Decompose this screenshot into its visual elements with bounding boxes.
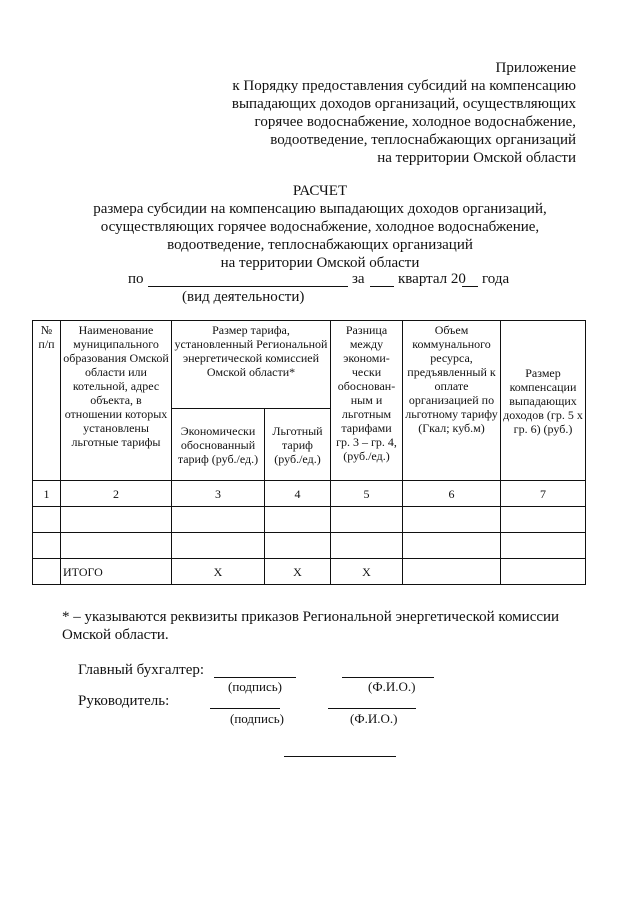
title-block [40,182,600,272]
title-line: размера субсидии на компенсацию выпадающих доходов организаций, [93,201,547,217]
activity-caption: (вид деятельности) [182,289,305,305]
table-cell[interactable] [265,507,331,533]
table-cell[interactable] [501,507,586,533]
footnote-line: * – указываются реквизиты приказов Региональной энергетической комиссии [62,609,560,625]
appendix-line: горячее водоснабжение, холодное водоснабжение, [254,114,576,130]
table-cell[interactable] [403,559,501,585]
table-cell[interactable] [501,559,586,585]
appendix-line: на территории Омской области [377,150,576,166]
total-row [33,559,586,585]
footnote [62,608,602,644]
accountant-label: Главный бухгалтер: [78,662,205,678]
header-num: № п/п [33,321,61,481]
column-number: 7 [501,481,586,507]
table-cell[interactable] [501,533,586,559]
title-line: осуществляющих горячее водоснабжение, холодное водоснабжение, [100,219,540,235]
table-cell[interactable] [33,533,61,559]
column-number: 5 [331,481,403,507]
table-cell[interactable] [61,533,172,559]
closing-divider [284,756,396,757]
subsidy-table [32,320,586,585]
table-cell[interactable] [265,533,331,559]
appendix-line: Приложение [495,60,576,76]
year-blank [462,286,478,287]
title-line: на территории Омской области [220,255,420,271]
po-label: по [128,271,144,287]
director-label: Руководитель: [78,693,170,709]
appendix-line: к Порядку предоставления субсидий на компенсацию [232,78,576,94]
header-tariff-group: Размер тарифа, установленный Региональной энергетической комиссией Омской области* [172,321,331,409]
appendix-line: выпадающих доходов организаций, осуществляющих [231,96,576,112]
table-cell[interactable] [331,507,403,533]
accountant-fio-line[interactable] [342,677,434,678]
quarter-blank [370,286,394,287]
table-cell[interactable] [33,507,61,533]
header-difference: Разница между экономи-чески обоснован-ным и льготным тарифами гр. 3 – гр. 4, (руб./ед.) [331,321,403,481]
director-signature-line[interactable] [210,708,280,709]
column-number: 6 [403,481,501,507]
quarter-label: квартал 20 [398,271,466,287]
column-number: 2 [61,481,172,507]
table-cell [33,559,61,585]
column-number: 3 [172,481,265,507]
footnote-line: Омской области. [62,627,169,643]
title-line: водоотведение, теплоснабжающих организаций [167,237,473,253]
column-number: 4 [265,481,331,507]
header-compensation: Размер компенсации выпадающих доходов (гр. 5 х гр. 6) (руб.) [501,321,586,481]
appendix-line: водоотведение, теплоснабжающих организаций [270,132,576,148]
total-x-mark: Х [265,559,331,585]
header-preferential-tariff: Льготный тариф (руб./ед.) [265,409,331,481]
za-label: за [352,271,365,287]
director-sign-caption: (подпись) [230,711,284,726]
director-fio-line[interactable] [328,708,416,709]
accountant-sign-caption: (подпись) [228,679,282,694]
header-name: Наименование муниципального образования Омской области или котельной, адрес объекта, в отношении которых установлены льготные тарифы [61,321,172,481]
table-row [33,533,586,559]
accountant-signature-line[interactable] [214,677,296,678]
header-economic-tariff: Экономически обоснованный тариф (руб./ед.) [172,409,265,481]
table-cell[interactable] [172,507,265,533]
total-x-mark: Х [172,559,265,585]
year-label: года [482,271,510,287]
total-x-mark: Х [331,559,403,585]
accountant-fio-caption: (Ф.И.О.) [368,679,416,694]
table-cell[interactable] [403,533,501,559]
table-row [33,507,586,533]
table-cell[interactable] [331,533,403,559]
director-fio-caption: (Ф.И.О.) [350,711,398,726]
column-number: 1 [33,481,61,507]
table-cell[interactable] [172,533,265,559]
total-label: ИТОГО [61,559,172,585]
header-volume: Объем коммунального ресурса, предъявленный к оплате организацией по льготному тарифу (Гкал; куб.м) [403,321,501,481]
appendix-block [176,59,576,167]
document-title: РАСЧЕТ [292,183,348,199]
table-cell[interactable] [403,507,501,533]
table-cell[interactable] [61,507,172,533]
activity-blank [148,286,348,287]
